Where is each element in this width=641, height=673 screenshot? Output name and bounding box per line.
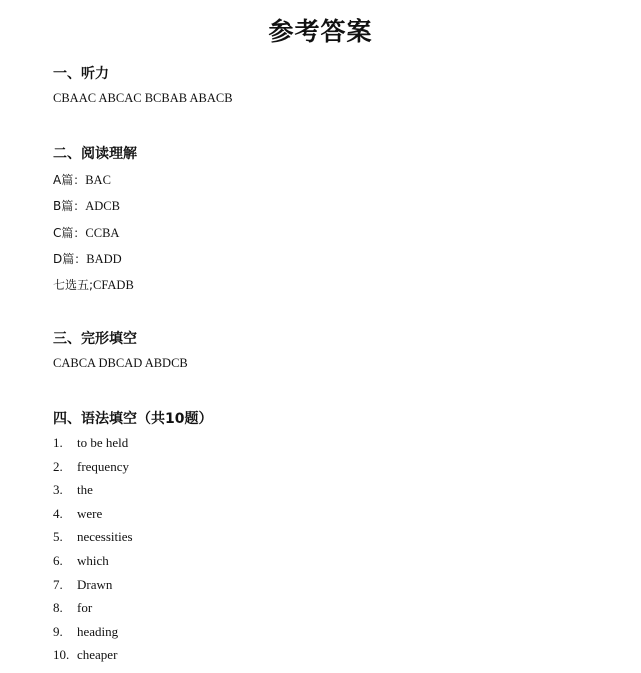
item-number: 6. [53,553,63,568]
item-number: 10. [53,647,70,662]
item-number: 3. [53,482,63,497]
grammar-item [53,624,118,640]
grammar-heading: 四、语法填空（共10题） [53,411,213,427]
reading-passage-c [53,224,119,241]
grammar-item [53,435,128,451]
passage-answer: CFADB [93,278,134,292]
passage-label: C篇： [53,226,86,240]
item-answer: cheaper [77,647,118,662]
item-number: 5. [53,529,63,544]
cloze-heading: 三、完形填空 [53,331,137,347]
grammar-item [53,577,112,593]
item-number: 1. [53,435,63,450]
item-number: 8. [53,600,63,615]
grammar-item [53,553,109,569]
grammar-item [53,459,129,475]
passage-label: A篇： [53,173,86,187]
page-title: 参考答案 [268,17,373,46]
grammar-item [53,482,93,498]
item-number: 2. [53,459,63,474]
passage-label: 七选五; [53,278,94,292]
item-answer: necessities [77,529,133,544]
item-number: 4. [53,506,63,521]
item-answer: heading [77,624,119,639]
grammar-item [53,506,102,522]
passage-label: B篇： [53,199,86,213]
passage-answer: BAC [85,173,111,187]
reading-passage-b [53,197,120,214]
reading-passage-d [53,250,122,267]
passage-answer: BADD [86,252,122,266]
reading-seven-choose-five [53,276,134,293]
grammar-item [53,647,117,663]
item-answer: Drawn [77,577,113,592]
item-answer: to be held [77,435,129,450]
listening-answers: CBAAC ABCAC BCBAB ABACB [53,91,233,105]
item-answer: frequency [77,459,129,474]
item-number: 7. [53,577,63,592]
grammar-item [53,529,133,545]
reading-passage-a [53,171,111,188]
cloze-answers: CABCA DBCAD ABDCB [53,356,188,370]
passage-label: D篇： [53,252,87,266]
item-number: 9. [53,624,63,639]
item-answer: for [77,600,93,615]
passage-answer: ADCB [85,199,120,213]
item-answer: were [77,506,103,521]
item-answer: which [77,553,109,568]
listening-heading: 一、听力 [53,66,109,82]
grammar-item [53,600,92,616]
passage-answer: CCBA [85,226,120,240]
item-answer: the [77,482,93,497]
reading-heading: 二、阅读理解 [53,146,137,162]
